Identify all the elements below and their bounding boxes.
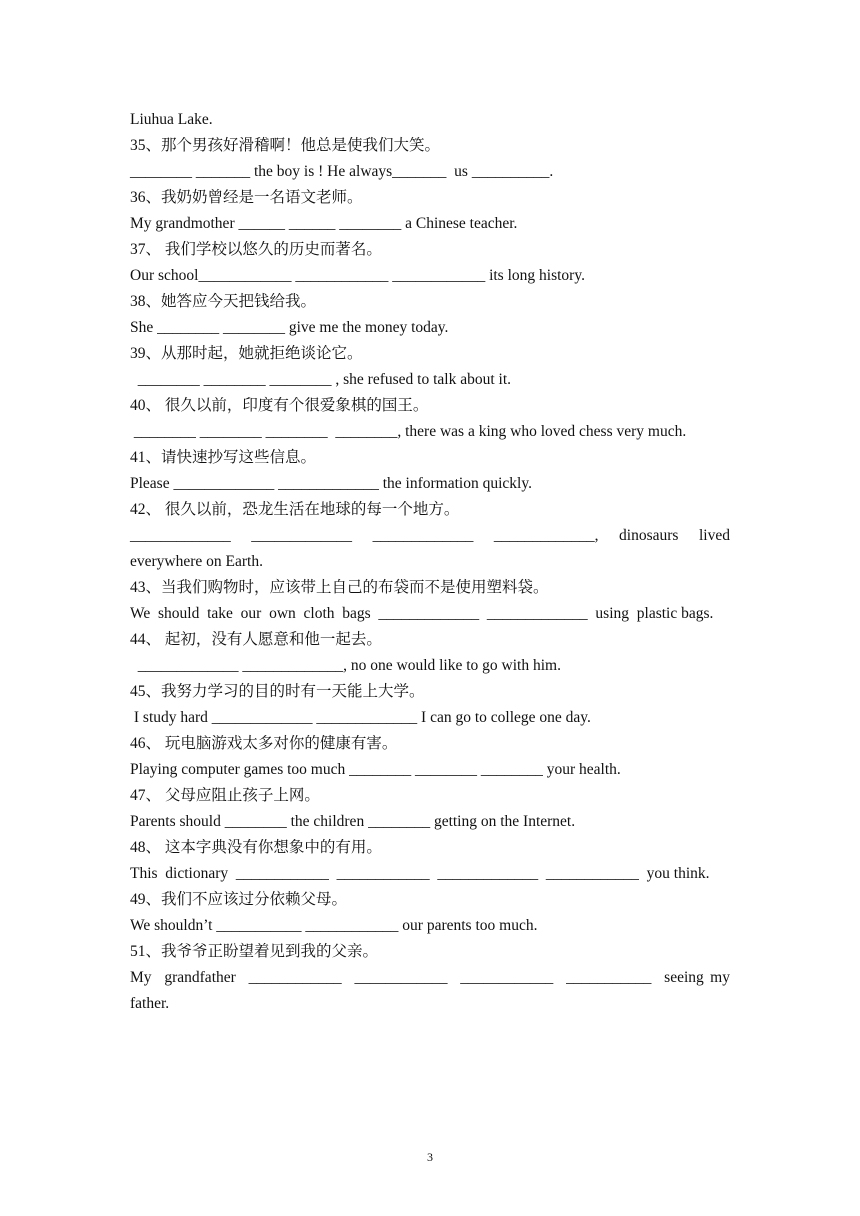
- question-36-blank-line: My grandmother ______ ______ ________ a Chinese teacher.: [130, 215, 518, 232]
- question-46-blank-line: Playing computer games too much ________ ________ ________ your health.: [130, 761, 621, 778]
- text-line: Liuhua Lake.: [130, 111, 213, 128]
- page-number: 3: [427, 1150, 433, 1164]
- question-39-prompt: 39、从那时起，她就拒绝谈论它。: [130, 345, 363, 362]
- question-51-prompt: 51、我爷爷正盼望着见到我的父亲。: [130, 943, 379, 960]
- question-38-prompt: 38、她答应今天把钱给我。: [130, 293, 317, 310]
- question-46-prompt: 46、 玩电脑游戏太多对你的健康有害。: [130, 735, 398, 752]
- question-47-prompt: 47、 父母应阻止孩子上网。: [130, 787, 320, 804]
- question-42-blank-line: _____________ _____________ _____________ _____________, dinosaurs lived everywhere on Earth.: [130, 527, 734, 570]
- question-51-blank-line: My grandfather ____________ ____________ ____________ ___________ seeing my father.: [130, 969, 734, 1012]
- question-38-blank-line: She ________ ________ give me the money today.: [130, 319, 449, 336]
- document-page: [130, 107, 734, 1017]
- question-43-prompt: 43、当我们购物时，应该带上自己的布袋而不是使用塑料袋。: [130, 579, 549, 596]
- question-49-blank-line: We shouldn’t ___________ ____________ our parents too much.: [130, 917, 538, 934]
- question-48-blank-line: This dictionary ____________ ____________ _____________ ____________ you think.: [130, 865, 710, 882]
- question-44-blank-line: _____________ _____________, no one would like to go with him.: [130, 657, 561, 674]
- question-35-prompt: 35、那个男孩好滑稽啊！他总是使我们大笑。: [130, 137, 441, 154]
- question-40-blank-line: ________ ________ ________ ________, there was a king who loved chess very much.: [130, 423, 687, 440]
- question-41-blank-line: Please _____________ _____________ the information quickly.: [130, 475, 532, 492]
- question-44-prompt: 44、 起初，没有人愿意和他一起去。: [130, 631, 382, 648]
- question-47-blank-line: Parents should ________ the children ________ getting on the Internet.: [130, 813, 576, 830]
- question-36-prompt: 36、我奶奶曾经是一名语文老师。: [130, 189, 363, 206]
- question-37-blank-line: Our school____________ ____________ ____________ its long history.: [130, 267, 585, 284]
- question-39-blank-line: ________ ________ ________ , she refused to talk about it.: [130, 371, 511, 388]
- question-45-blank-line: I study hard _____________ _____________ I can go to college one day.: [130, 709, 591, 726]
- question-35-blank-line: ________ _______ the boy is ! He always_______ us __________.: [130, 163, 554, 180]
- question-40-prompt: 40、 很久以前，印度有个很爱象棋的国王。: [130, 397, 429, 414]
- question-43-blank-line: We should take our own cloth bags _____________ _____________ using plastic bags.: [130, 605, 714, 622]
- question-42-prompt: 42、 很久以前，恐龙生活在地球的每一个地方。: [130, 501, 460, 518]
- question-41-prompt: 41、请快速抄写这些信息。: [130, 449, 317, 466]
- question-37-prompt: 37、 我们学校以悠久的历史而著名。: [130, 241, 382, 258]
- question-49-prompt: 49、我们不应该过分依赖父母。: [130, 891, 348, 908]
- question-48-prompt: 48、 这本字典没有你想象中的有用。: [130, 839, 382, 856]
- question-45-prompt: 45、我努力学习的目的时有一天能上大学。: [130, 683, 425, 700]
